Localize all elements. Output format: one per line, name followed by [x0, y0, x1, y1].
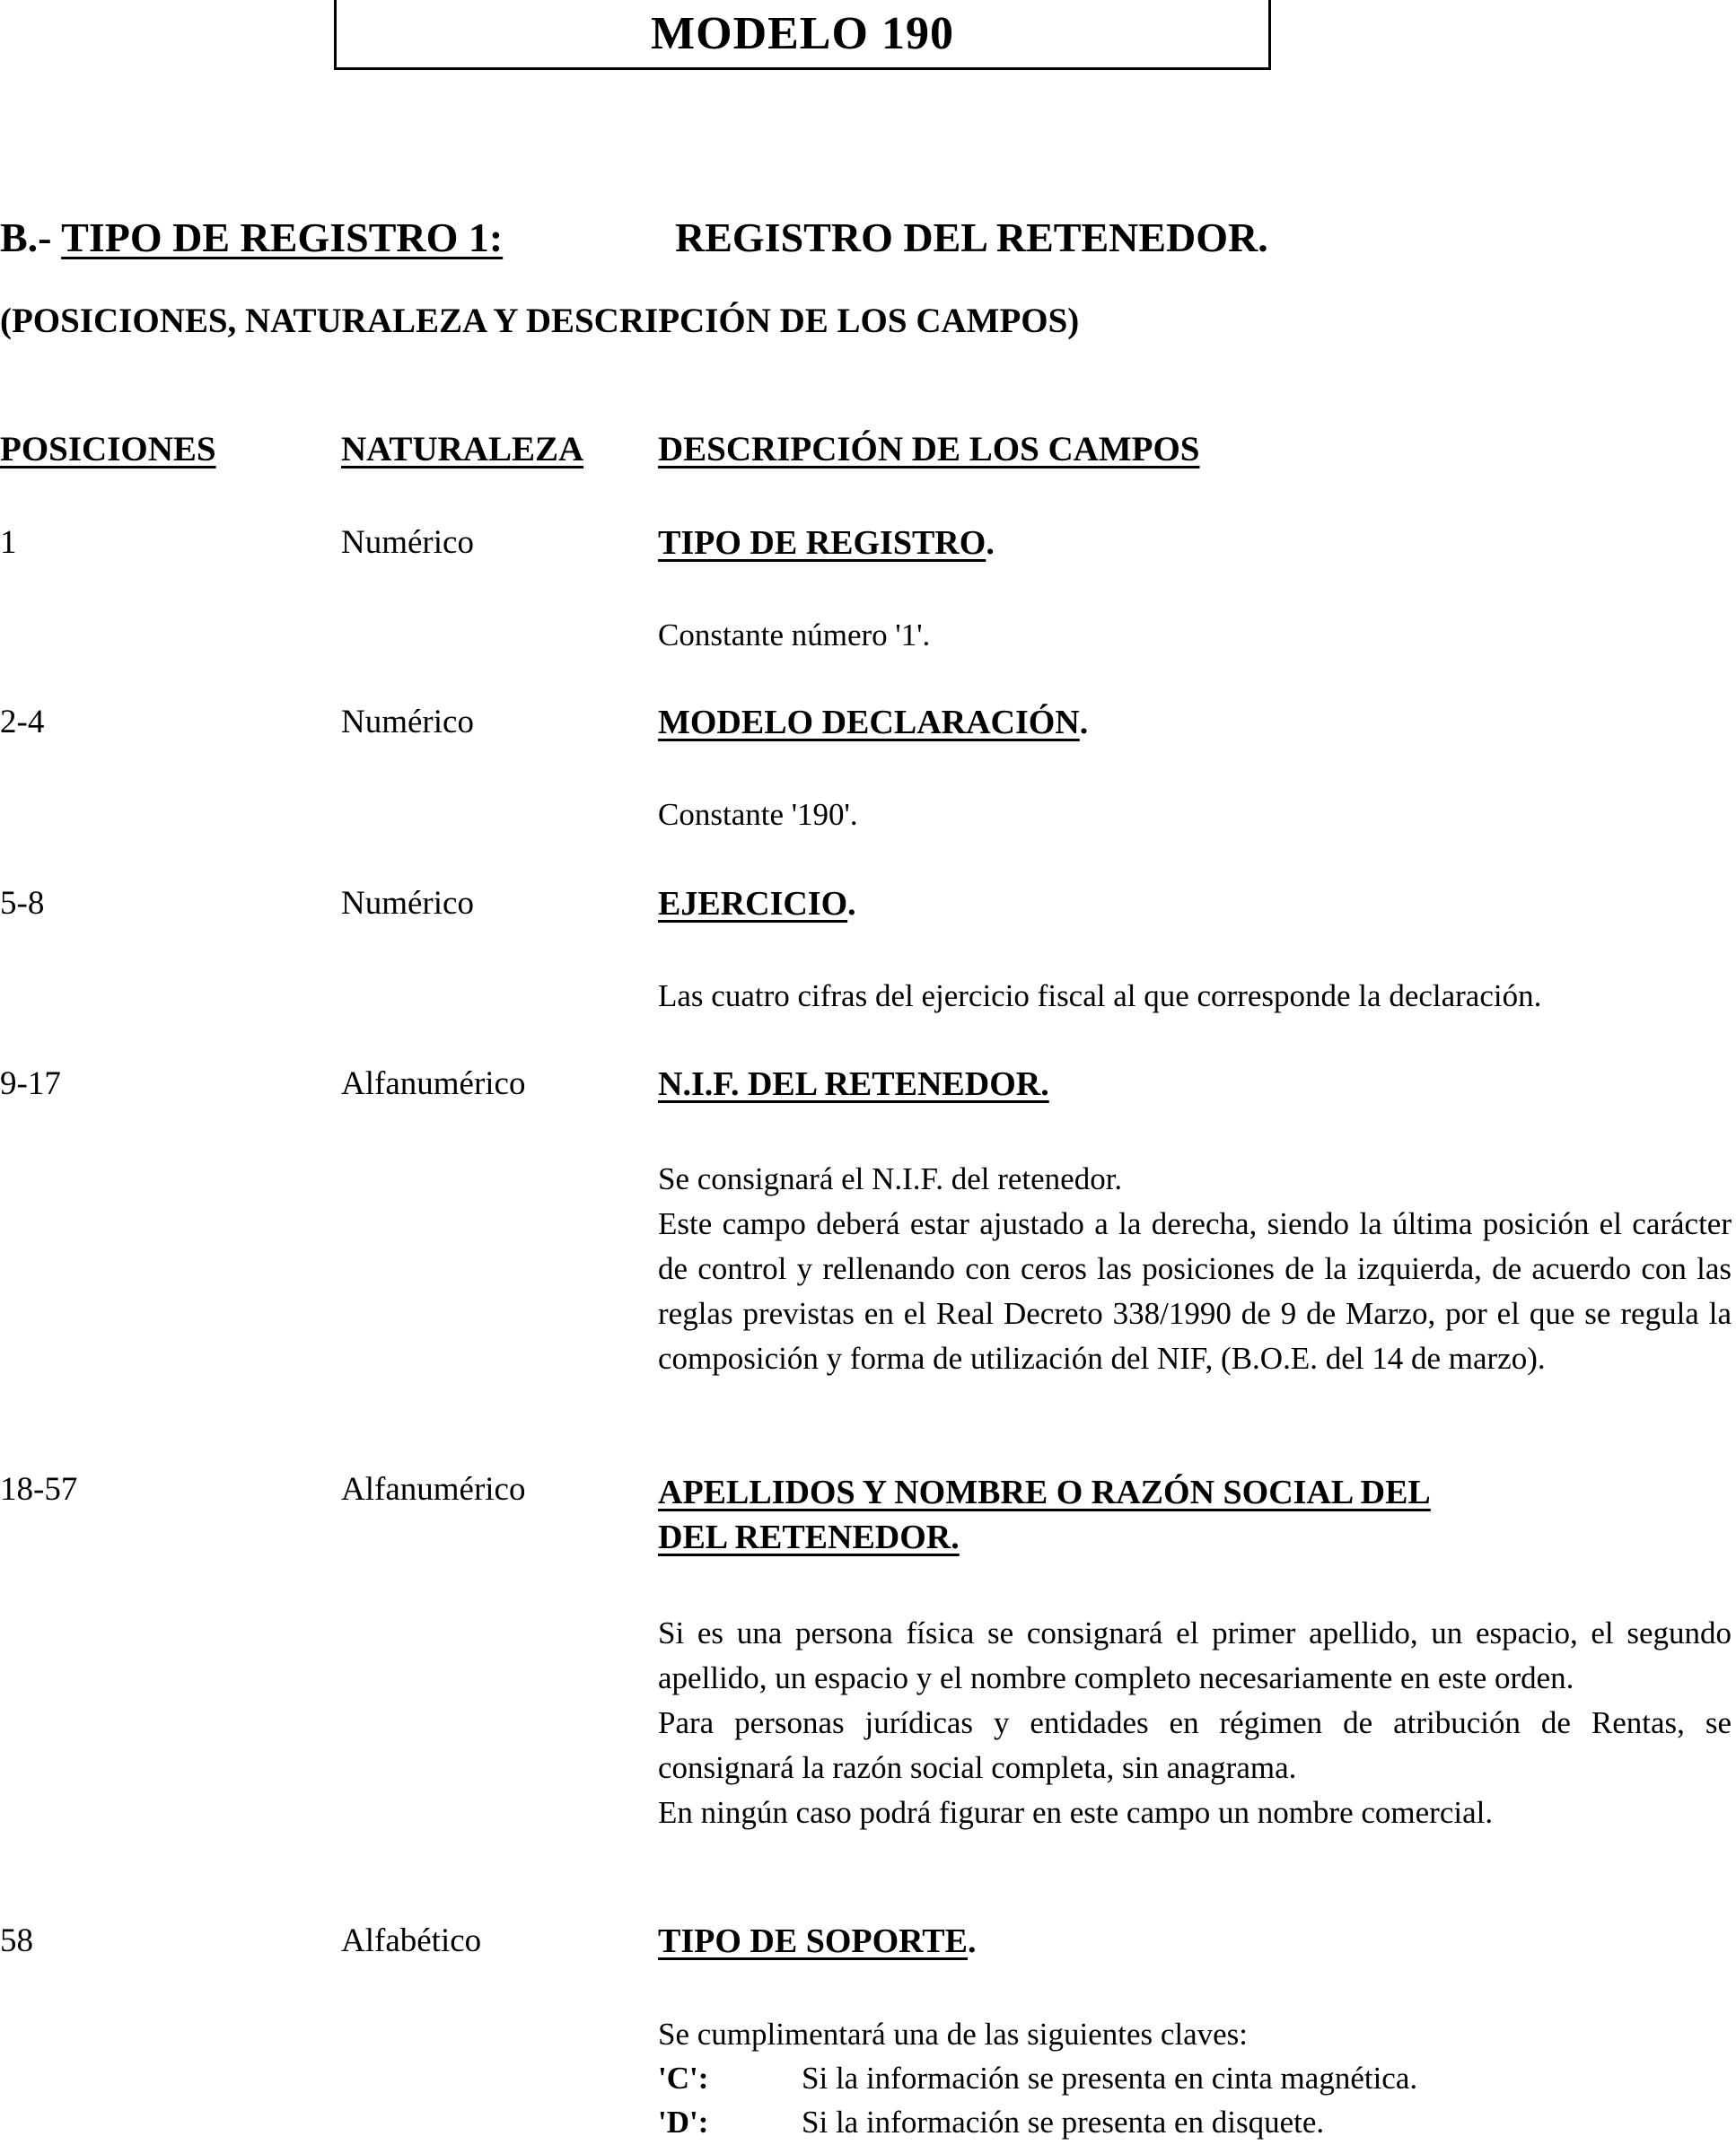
- row-nature: Numérico: [341, 524, 474, 561]
- row-positions: 18-57: [0, 1471, 78, 1508]
- code-item: [658, 2100, 1732, 2144]
- row-positions: 58: [0, 1922, 33, 1959]
- code-key: 'C':: [658, 2061, 709, 2096]
- column-header-nature: NATURALEZA: [341, 430, 584, 468]
- row-nature: Numérico: [341, 885, 474, 922]
- row-description: Constante número '1'.: [658, 617, 931, 652]
- code-text: Si la información se presenta en cinta magnética.: [802, 2061, 1418, 2096]
- row-positions: 5-8: [0, 885, 45, 922]
- row-field-name: N.I.F. DEL RETENEDOR.: [658, 1065, 1049, 1103]
- row-description: Si es una persona física se consignará el primer apellido, un espacio, el segundo apellido, un espacio y el nombre completo necesariamente en este orden. Para personas jurídicas y entidades en régimen de atribución de Rentas, se consignará la razón social completa, sin anagrama. En ningún caso podrá figurar en este campo un nombre comercial.: [658, 1615, 1732, 1830]
- section-heading: [0, 214, 503, 261]
- row-positions: 9-17: [0, 1065, 61, 1102]
- page-title: MODELO 190: [334, 0, 1271, 70]
- row-field-name: EJERCICIO.: [658, 885, 856, 923]
- row-positions: 1: [0, 524, 17, 561]
- column-header-positions: POSICIONES: [0, 430, 216, 468]
- row-nature: Numérico: [341, 704, 474, 740]
- section-record-type: TIPO DE REGISTRO 1:: [61, 214, 504, 260]
- row-field-name: MODELO DECLARACIÓN.: [658, 704, 1089, 741]
- section-record-name: REGISTRO DEL RETENEDOR.: [675, 214, 1268, 260]
- section-prefix: B.-: [0, 214, 52, 260]
- row-field-name: TIPO DE REGISTRO.: [658, 524, 995, 562]
- row-description: Las cuatro cifras del ejercicio fiscal al que corresponde la declaración.: [658, 978, 1542, 1013]
- row-nature: Alfanumérico: [341, 1471, 526, 1508]
- row-description: Constante '190'.: [658, 797, 858, 832]
- row-description: Se cumplimentará una de las siguientes claves: 'C': Si la información se presenta en cinta magnética. 'D': Si la información se presenta en disquete.: [658, 2012, 1732, 2144]
- column-header-description: DESCRIPCIÓN DE LOS CAMPOS: [658, 430, 1200, 468]
- row-description: Se consignará el N.I.F. del retenedor. Este campo deberá estar ajustado a la derecha, siendo la última posición el carácter de control y rellenando con ceros las posiciones de la izquierda, de acuerdo con las reglas previstas en el Real Decreto 338/1990 de 9 de Marzo, por el que se regula la composición y forma de utilización del NIF, (B.O.E. del 14 de marzo).: [658, 1161, 1732, 1376]
- row-positions: 2-4: [0, 704, 45, 740]
- section-subtitle: (POSICIONES, NATURALEZA Y DESCRIPCIÓN DE LOS CAMPOS): [0, 302, 1080, 340]
- code-text: Si la información se presenta en disquete.: [802, 2105, 1325, 2140]
- row-nature: Alfanumérico: [341, 1065, 526, 1102]
- code-item: [658, 2056, 1732, 2100]
- row-field-name: TIPO DE SOPORTE.: [658, 1922, 977, 1960]
- row-nature: Alfabético: [341, 1922, 482, 1959]
- code-key: 'D':: [658, 2105, 709, 2140]
- row-field-name: APELLIDOS Y NOMBRE O RAZÓN SOCIAL DEL DEL RETENEDOR.: [658, 1474, 1431, 1556]
